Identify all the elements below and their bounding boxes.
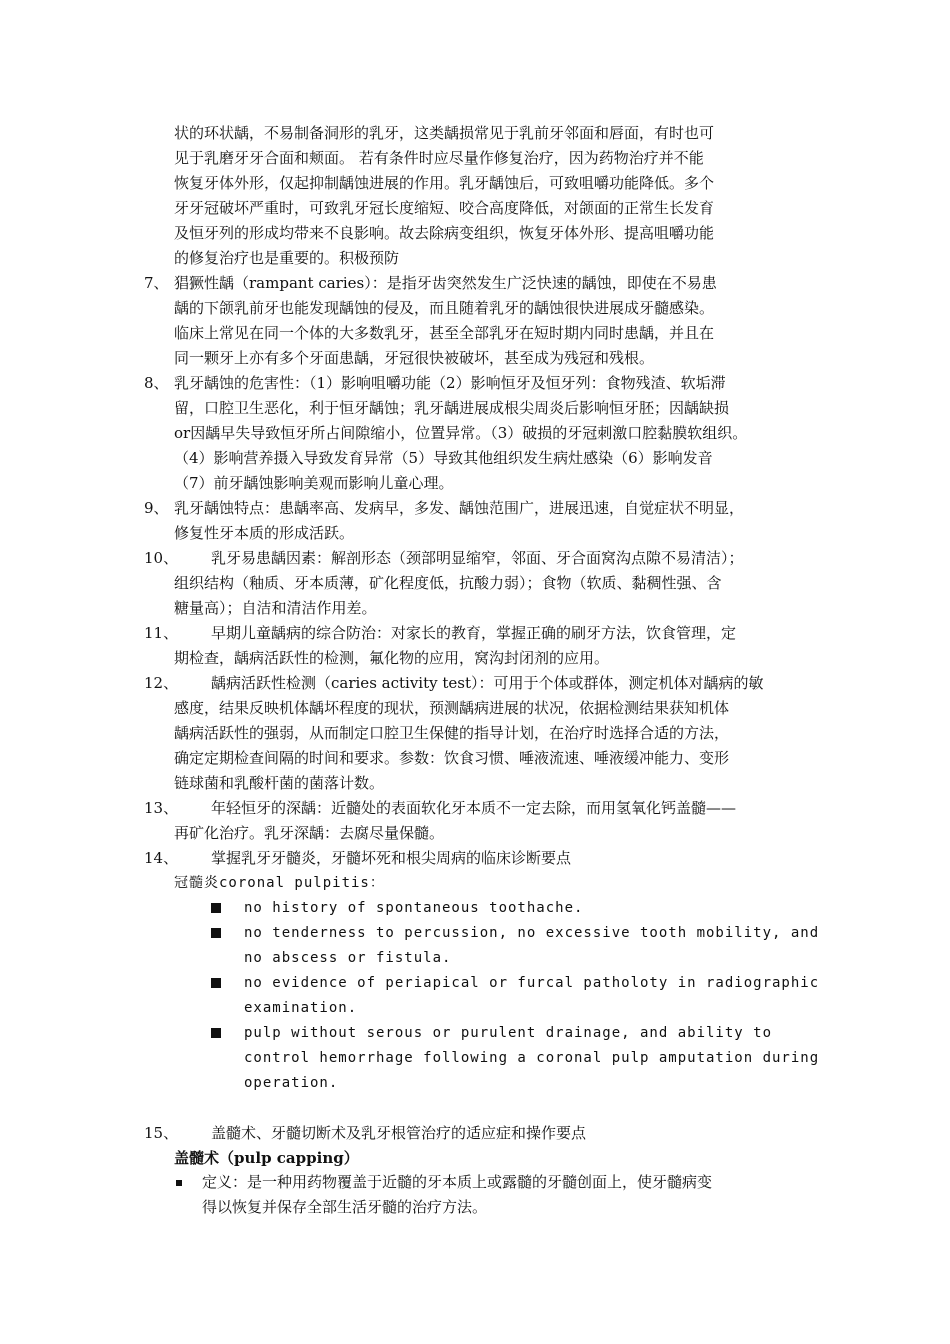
text-line: 及恒牙列的形成均带来不良影响。故去除病变组织，恢复牙体外形、提高咀嚼功能 bbox=[174, 224, 715, 242]
text-line: 龋病活跃性的强弱，从而制定口腔卫生保健的指导计划，在治疗时选择合适的方法， bbox=[174, 724, 730, 742]
bullet-text: no evidence of periapical or furcal patholoty in radiographic bbox=[244, 975, 820, 991]
text-line: 猖獗性龋（rampant caries）：是指牙齿突然发生广泛快速的龋蚀，即使在不易患 bbox=[174, 274, 717, 292]
text-line: 乳牙龋蚀的危害性：（1）影响咀嚼功能（2）影响恒牙及恒牙列：食物残渣、软垢滞 bbox=[174, 374, 726, 392]
text-line: 得以恢复并保存全部生活牙髓的治疗方法。 bbox=[202, 1198, 488, 1216]
item-number: 15、 bbox=[144, 1124, 179, 1142]
text-line: 期检查，龋病活跃性的检测，氟化物的应用，窝沟封闭剂的应用。 bbox=[174, 649, 610, 667]
square-bullet-icon bbox=[211, 1028, 221, 1038]
text-line: 乳牙易患龋因素：解剖形态（颈部明显缩窄，邻面、牙合面窝沟点隙不易清洁）； bbox=[211, 549, 744, 567]
section-heading: 盖髓术（pulp capping） bbox=[174, 1149, 359, 1167]
text-line: 牙牙冠破坏严重时，可致乳牙冠长度缩短、咬合高度降低，对颌面的正常生长发育 bbox=[174, 199, 715, 217]
bullet-text: operation. bbox=[244, 1075, 339, 1091]
item-number: 14、 bbox=[144, 849, 179, 867]
text-line: 再矿化治疗。乳牙深龋：去腐尽量保髓。 bbox=[174, 824, 445, 842]
text-line: 年轻恒牙的深龋：近髓处的表面软化牙本质不一定去除，而用氢氧化钙盖髓—— bbox=[211, 799, 737, 817]
text-line: 乳牙龋蚀特点：患龋率高、发病早，多发、龋蚀范围广，进展迅速，自觉症状不明显， bbox=[174, 499, 745, 517]
text-line: 早期儿童龋病的综合防治：对家长的教育，掌握正确的刷牙方法，饮食管理，定 bbox=[211, 624, 737, 642]
text-line: （4）影响营养摄入导致发育异常（5）导致其他组织发生病灶感染（6）影响发音 bbox=[174, 449, 713, 467]
text-line: 临床上常见在同一个体的大多数乳牙，甚至全部乳牙在短时期内同时患龋，并且在 bbox=[174, 324, 715, 342]
bullet-text: no abscess or fistula. bbox=[244, 950, 452, 966]
square-bullet-icon bbox=[211, 903, 221, 913]
square-bullet-icon bbox=[211, 928, 221, 938]
item-number: 13、 bbox=[144, 799, 179, 817]
text-line: 的修复治疗也是重要的。积极预防 bbox=[174, 249, 400, 267]
text-line: 掌握乳牙牙髓炎，牙髓坏死和根尖周病的临床诊断要点 bbox=[211, 849, 572, 867]
text-line: 链球菌和乳酸杆菌的菌落计数。 bbox=[174, 774, 385, 792]
bullet-text: no history of spontaneous toothache. bbox=[244, 900, 584, 916]
text-line: 确定定期检查间隔的时间和要求。参数：饮食习惯、唾液流速、唾液缓冲能力、变形 bbox=[174, 749, 730, 767]
text-line: 龋的下颌乳前牙也能发现龋蚀的侵及，而且随着乳牙的龋蚀很快进展成牙髓感染。 bbox=[174, 299, 715, 317]
text-line: 同一颗牙上亦有多个牙面患龋，牙冠很快被破坏，甚至成为残冠和残根。 bbox=[174, 349, 655, 367]
small-square-bullet-icon bbox=[176, 1180, 182, 1186]
text-line: 修复性牙本质的形成活跃。 bbox=[174, 524, 355, 542]
bullet-text: examination. bbox=[244, 1000, 358, 1016]
item-number: 9、 bbox=[144, 499, 169, 517]
text-line: or因龋早失导致恒牙所占间隙缩小，位置异常。（3）破损的牙冠刺激口腔黏膜软组织。 bbox=[174, 424, 748, 442]
item-number: 8、 bbox=[144, 374, 169, 392]
text-line: 见于乳磨牙牙合面和颊面。 若有条件时应尽量作修复治疗，因为药物治疗并不能 bbox=[174, 149, 704, 167]
bullet-text: pulp without serous or purulent drainage, and ability to bbox=[244, 1025, 773, 1041]
text-line: 龋病活跃性检测（caries activity test）：可用于个体或群体，测定机体对龋病的敏 bbox=[211, 674, 764, 692]
text-line: 冠髓炎coronal pulpitis： bbox=[174, 875, 385, 891]
text-line: 定义：是一种用药物覆盖于近髓的牙本质上或露髓的牙髓创面上，使牙髓病变 bbox=[202, 1173, 713, 1191]
item-number: 10、 bbox=[144, 549, 179, 567]
square-bullet-icon bbox=[211, 978, 221, 988]
text-line: 留，口腔卫生恶化，利于恒牙龋蚀；乳牙龋进展成根尖周炎后影响恒牙胚；因龋缺损 bbox=[174, 399, 730, 417]
bullet-text: no tenderness to percussion, no excessive tooth mobility, and bbox=[244, 925, 820, 941]
text-line: 状的环状龋，不易制备洞形的乳牙，这类龋损常见于乳前牙邻面和唇面，有时也可 bbox=[174, 124, 715, 142]
text-line: 感度，结果反映机体龋坏程度的现状，预测龋病进展的状况，依据检测结果获知机体 bbox=[174, 699, 730, 717]
bullet-text: control hemorrhage following a coronal pulp amputation during bbox=[244, 1050, 820, 1066]
text-line: 盖髓术、牙髓切断术及乳牙根管治疗的适应症和操作要点 bbox=[211, 1124, 587, 1142]
item-number: 12、 bbox=[144, 674, 179, 692]
item-number: 7、 bbox=[144, 274, 169, 292]
text-line: 组织结构（釉质、牙本质薄，矿化程度低，抗酸力弱）；食物（软质、黏稠性强、含 bbox=[174, 574, 722, 592]
text-line: 恢复牙体外形，仅起抑制龋蚀进展的作用。乳牙龋蚀后，可致咀嚼功能降低。多个 bbox=[174, 174, 715, 192]
text-line: 糖量高）；自洁和清洁作用差。 bbox=[174, 599, 377, 617]
item-number: 11、 bbox=[144, 624, 179, 642]
text-line: （7）前牙龋蚀影响美观而影响儿童心理。 bbox=[174, 474, 454, 492]
